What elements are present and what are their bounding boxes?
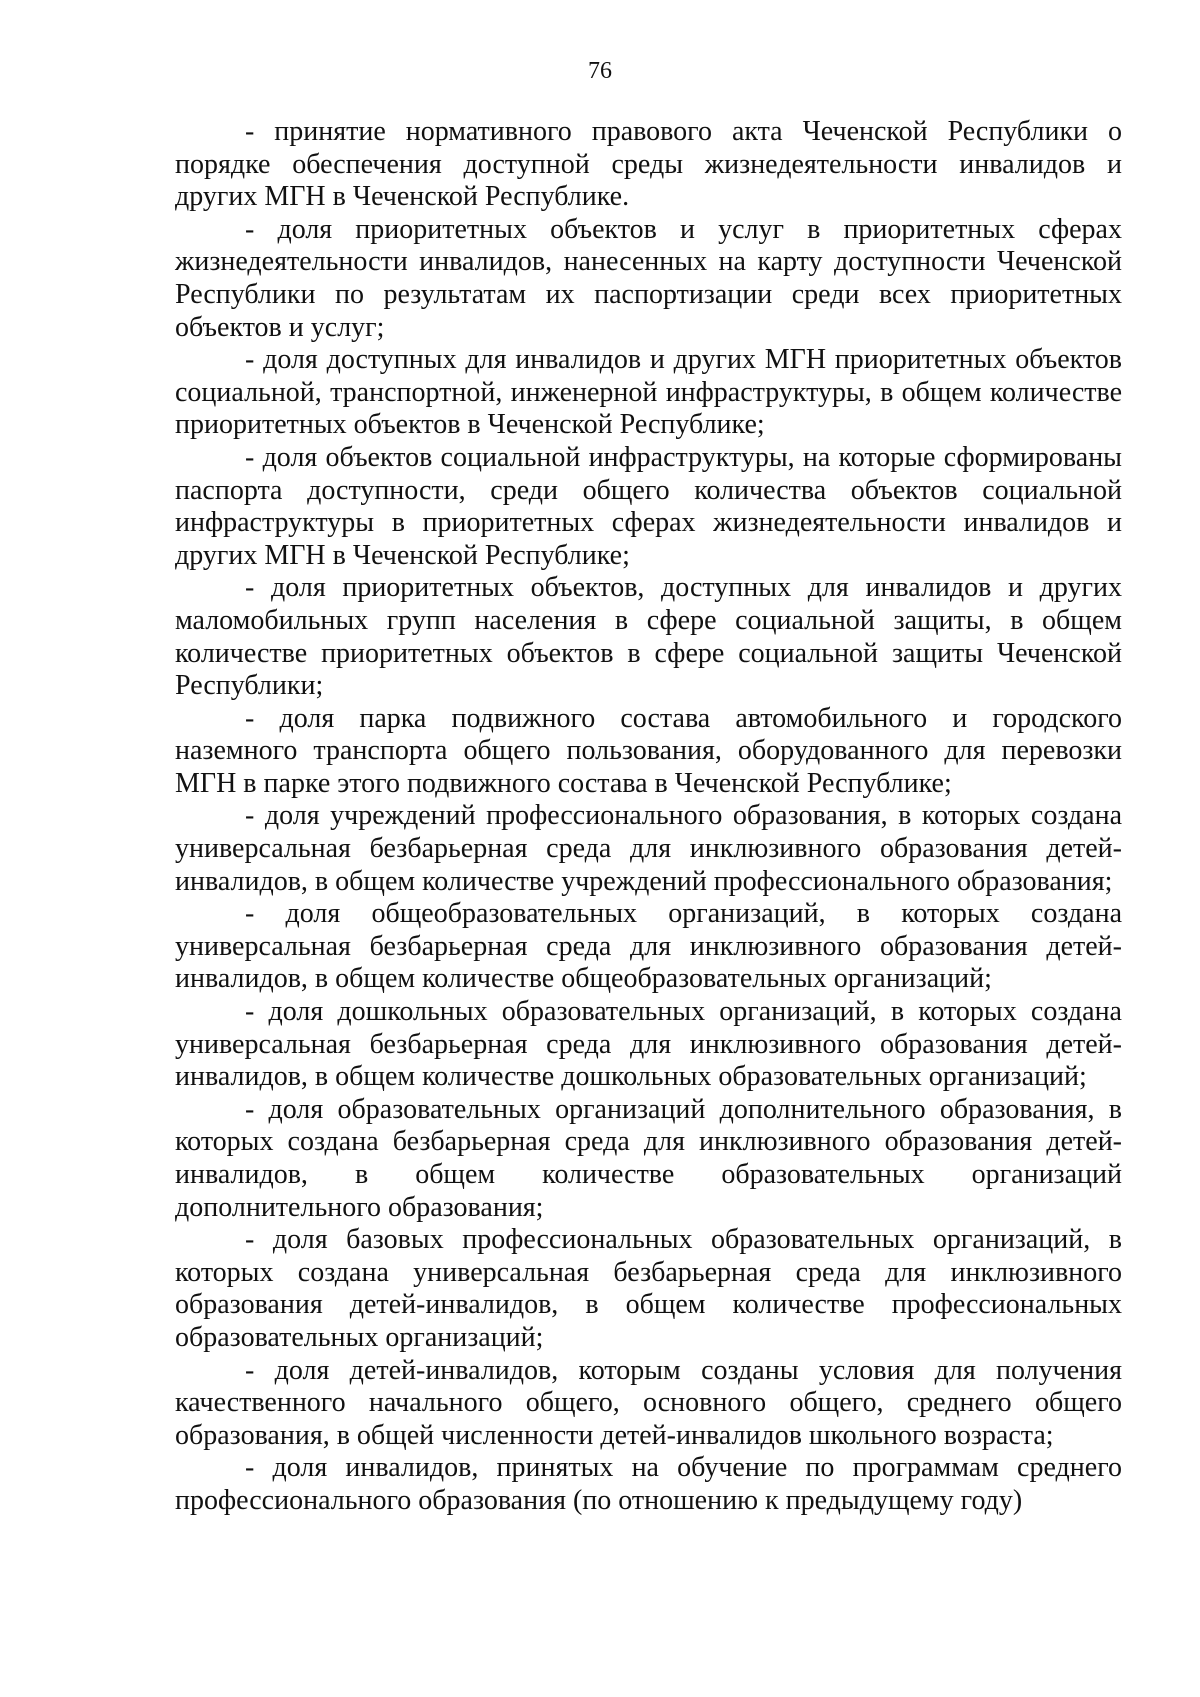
page-number: 76 <box>588 58 612 84</box>
paragraph-7: - доля учреждений профессионального образования, в которых создана универсальная безбарьерная среда для инклюзивного образования детей-инвалидов, в общем количестве учреждений профессионального образования; <box>175 800 1122 897</box>
paragraph-2: - доля приоритетных объектов и услуг в приоритетных сферах жизнедеятельности инвалидов, нанесенных на карту доступности Чеченской Республики по результатам их паспортизации среди всех приоритетных объектов и услуг; <box>175 213 1122 343</box>
paragraph-10: - доля образовательных организаций дополнительного образования, в которых создана безбарьерная среда для инклюзивного образования детей-инвалидов, в общем количестве образовательных организаций дополнительного образования; <box>175 1093 1122 1223</box>
paragraph-13: - доля инвалидов, принятых на обучение по программам среднего профессионального образования (по отношению к предыдущему году) <box>175 1452 1122 1516</box>
paragraph-3: - доля доступных для инвалидов и других МГН приоритетных объектов социальной, транспортной, инженерной инфраструктуры, в общем количестве приоритетных объектов в Чеченской Республике; <box>175 344 1122 441</box>
paragraph-1: - принятие нормативного правового акта Чеченской Республики о порядке обеспечения доступной среды жизнедеятельности инвалидов и других МГН в Чеченской Республике. <box>175 116 1122 213</box>
paragraph-4: - доля объектов социальной инфраструктуры, на которые сформированы паспорта доступности, среди общего количества объектов социальной инфраструктуры в приоритетных сферах жизнедеятельности инвалидов и других МГН в Чеченской Республике; <box>175 441 1122 571</box>
document-body <box>175 116 1122 1518</box>
paragraph-12: - доля детей-инвалидов, которым созданы условия для получения качественного начального общего, основного общего, среднего общего образования, в общей численности детей-инвалидов школьного возраста; <box>175 1354 1122 1451</box>
paragraph-8: - доля общеобразовательных организаций, в которых создана универсальная безбарьерная среда для инклюзивного образования детей-инвалидов, в общем количестве общеобразовательных организаций; <box>175 898 1122 995</box>
paragraph-5: - доля приоритетных объектов, доступных для инвалидов и других маломобильных групп населения в сфере социальной защиты, в общем количестве приоритетных объектов в сфере социальной защиты Чеченской Республики; <box>175 572 1122 702</box>
paragraph-11: - доля базовых профессиональных образовательных организаций, в которых создана универсальная безбарьерная среда для инклюзивного образования детей-инвалидов, в общем количестве профессиональных образовательных организаций; <box>175 1224 1122 1353</box>
paragraph-9: - доля дошкольных образовательных организаций, в которых создана универсальная безбарьерная среда для инклюзивного образования детей-инвалидов, в общем количестве дошкольных образовательных организаций; <box>175 996 1122 1093</box>
paragraph-6: - доля парка подвижного состава автомобильного и городского наземного транспорта общего пользования, оборудованного для перевозки МГН в парке этого подвижного состава в Чеченской Республике; <box>175 702 1122 799</box>
